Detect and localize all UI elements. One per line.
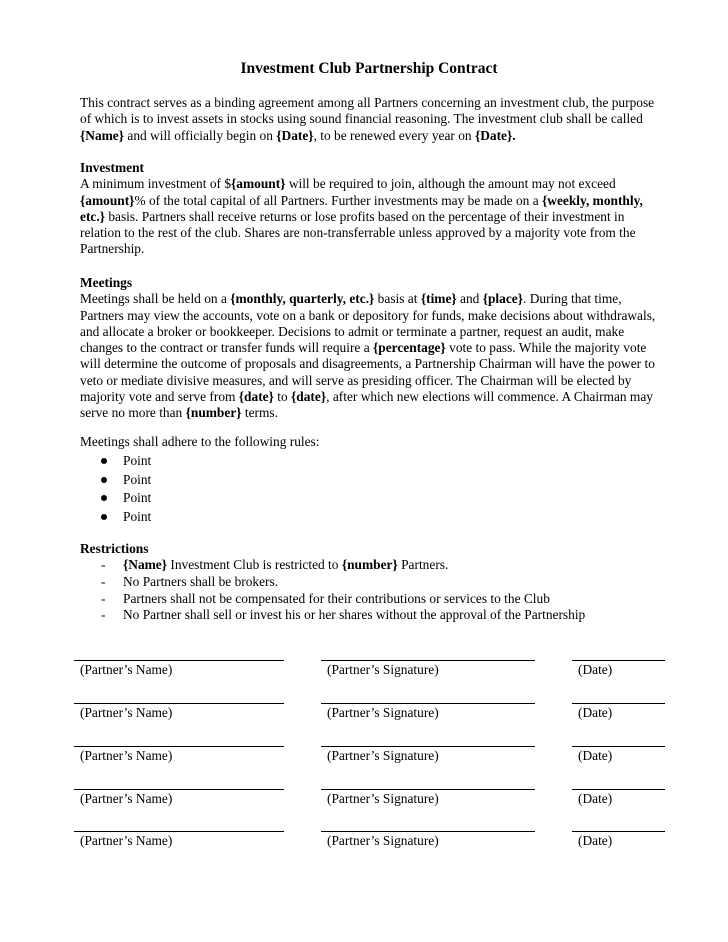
investment-paragraph [80,176,660,257]
document-title: Investment Club Partnership Contract [240,60,498,77]
intro-paragraph [80,95,660,144]
bullet-icon [101,514,107,520]
list-item [80,471,660,489]
restriction-text: No Partners shall be brokers. [123,574,279,589]
investment-heading: Investment [80,160,144,175]
meetings-text: and [456,291,483,307]
meetings-text: . During that time, Partners may view the accounts, vote on a bank or depository for funds, make decisions about withdrawals, and allocate a broker or bookkeeper. Decisions to admit or terminate a partner, request an audit, make changes to the contract or transfer funds will require a [80,291,656,356]
list-item [80,607,660,624]
meetings-text: , after which new elections will commence. A Chairman may serve no more than [80,389,653,421]
restrictions-section [80,541,660,624]
partner-name-line[interactable]: (Partner’s Name) [74,789,284,807]
restrictions-list [80,557,660,624]
meetings-text: Meetings shall be held on a [80,291,231,307]
partner-count-placeholder: {number} [341,557,398,573]
term-end-date-placeholder: {date} [291,389,327,405]
percentage-placeholder: {percentage} [373,340,446,356]
restriction-text: Partners. [397,557,449,573]
rule-text: Point [123,490,152,506]
meetings-paragraph [80,291,660,421]
partner-signature-line[interactable]: (Partner’s Signature) [321,660,535,678]
date-line[interactable]: (Date) [572,703,665,721]
list-item [80,508,660,526]
club-name-placeholder: {Name} [80,127,125,143]
partner-signature-line[interactable]: (Partner’s Signature) [321,703,535,721]
minimum-amount-placeholder: {amount} [231,176,286,192]
rules-list [80,452,660,526]
term-start-date-placeholder: {date} [238,389,274,405]
intro-text: This contract serves as a binding agreement among all Partners concerning an investment club, the purpose of which is to invest assets in stocks using sound financial reasoning. The investment club shall be called [80,95,655,127]
bullet-icon [101,495,107,501]
place-placeholder: {place} [482,291,524,307]
partner-signature-line[interactable]: (Partner’s Signature) [321,789,535,807]
partner-signature-line[interactable]: (Partner’s Signature) [321,746,535,764]
signature-row [0,789,728,809]
investment-text: A minimum investment of $ [80,176,232,192]
partner-name-line[interactable]: (Partner’s Name) [74,703,284,721]
time-placeholder: {time} [420,291,457,307]
investment-text: % of the total capital of all Partners. Further investments may be made on a [134,192,543,208]
renewal-date-placeholder: {Date}. [474,127,516,143]
rule-text: Point [123,508,152,524]
partner-signature-line[interactable]: (Partner’s Signature) [321,831,535,849]
dash-marker: - [101,590,106,606]
list-item [80,574,660,591]
meeting-frequency-placeholder: {monthly, quarterly, etc.} [230,291,375,307]
intro-section [80,95,660,144]
date-line[interactable]: (Date) [572,660,665,678]
rules-intro: Meetings shall adhere to the following rules: [80,434,320,449]
list-item [80,591,660,608]
signature-row [0,746,728,766]
bullet-icon [101,477,107,483]
signature-row [0,660,728,680]
date-line[interactable]: (Date) [572,831,665,849]
list-item [80,452,660,470]
date-line[interactable]: (Date) [572,789,665,807]
bullet-icon [101,458,107,464]
club-name-placeholder: {Name} [123,557,168,573]
partner-name-line[interactable]: (Partner’s Name) [74,746,284,764]
rule-text: Point [123,471,152,487]
investment-section [80,160,660,258]
rules-section [80,434,660,526]
intro-text: and will officially begin on [124,127,277,143]
dash-marker: - [101,574,106,589]
meetings-heading: Meetings [80,275,133,290]
list-item [80,489,660,507]
investment-text: basis. Partners shall receive returns or lose profits based on the percentage of their investment in relation to the rest of the club. Shares are non-transferrable unless approved by a majority vote from the Partnership. [80,208,636,257]
restriction-text: Partners shall not be compensated for their contributions or services to the Club [123,590,550,606]
date-line[interactable]: (Date) [572,746,665,764]
meetings-text: vote to pass. While the majority vote will determine the outcome of proposals and disagreements, a Partnership Chairman will have the power to veto or mediate divisive measures, and will serve as presiding officer. The Chairman will be elected by majority vote and serve from [80,340,655,405]
restriction-text: Investment Club is restricted to [167,557,342,573]
meetings-text: basis at [374,291,421,307]
partner-name-line[interactable]: (Partner’s Name) [74,660,284,678]
max-percent-placeholder: {amount} [80,192,135,208]
dash-marker: - [101,607,106,623]
signature-row [0,703,728,723]
meetings-section [80,275,660,422]
term-count-placeholder: {number} [185,405,242,421]
partner-name-line[interactable]: (Partner’s Name) [74,831,284,849]
signature-row [0,831,728,851]
rule-text: Point [123,453,152,469]
start-date-placeholder: {Date} [276,127,314,143]
dash-marker: - [101,557,106,573]
meetings-text: to [273,389,292,405]
intro-text: , to be renewed every year on [313,127,475,143]
investment-text: will be required to join, although the amount may not exceed [285,176,616,192]
restrictions-heading: Restrictions [80,541,149,556]
list-item [80,557,660,574]
frequency-placeholder: {weekly, monthly, etc.} [80,192,643,224]
restriction-text: No Partner shall sell or invest his or her shares without the approval of the Partnership [123,607,586,623]
meetings-text: terms. [241,405,278,421]
